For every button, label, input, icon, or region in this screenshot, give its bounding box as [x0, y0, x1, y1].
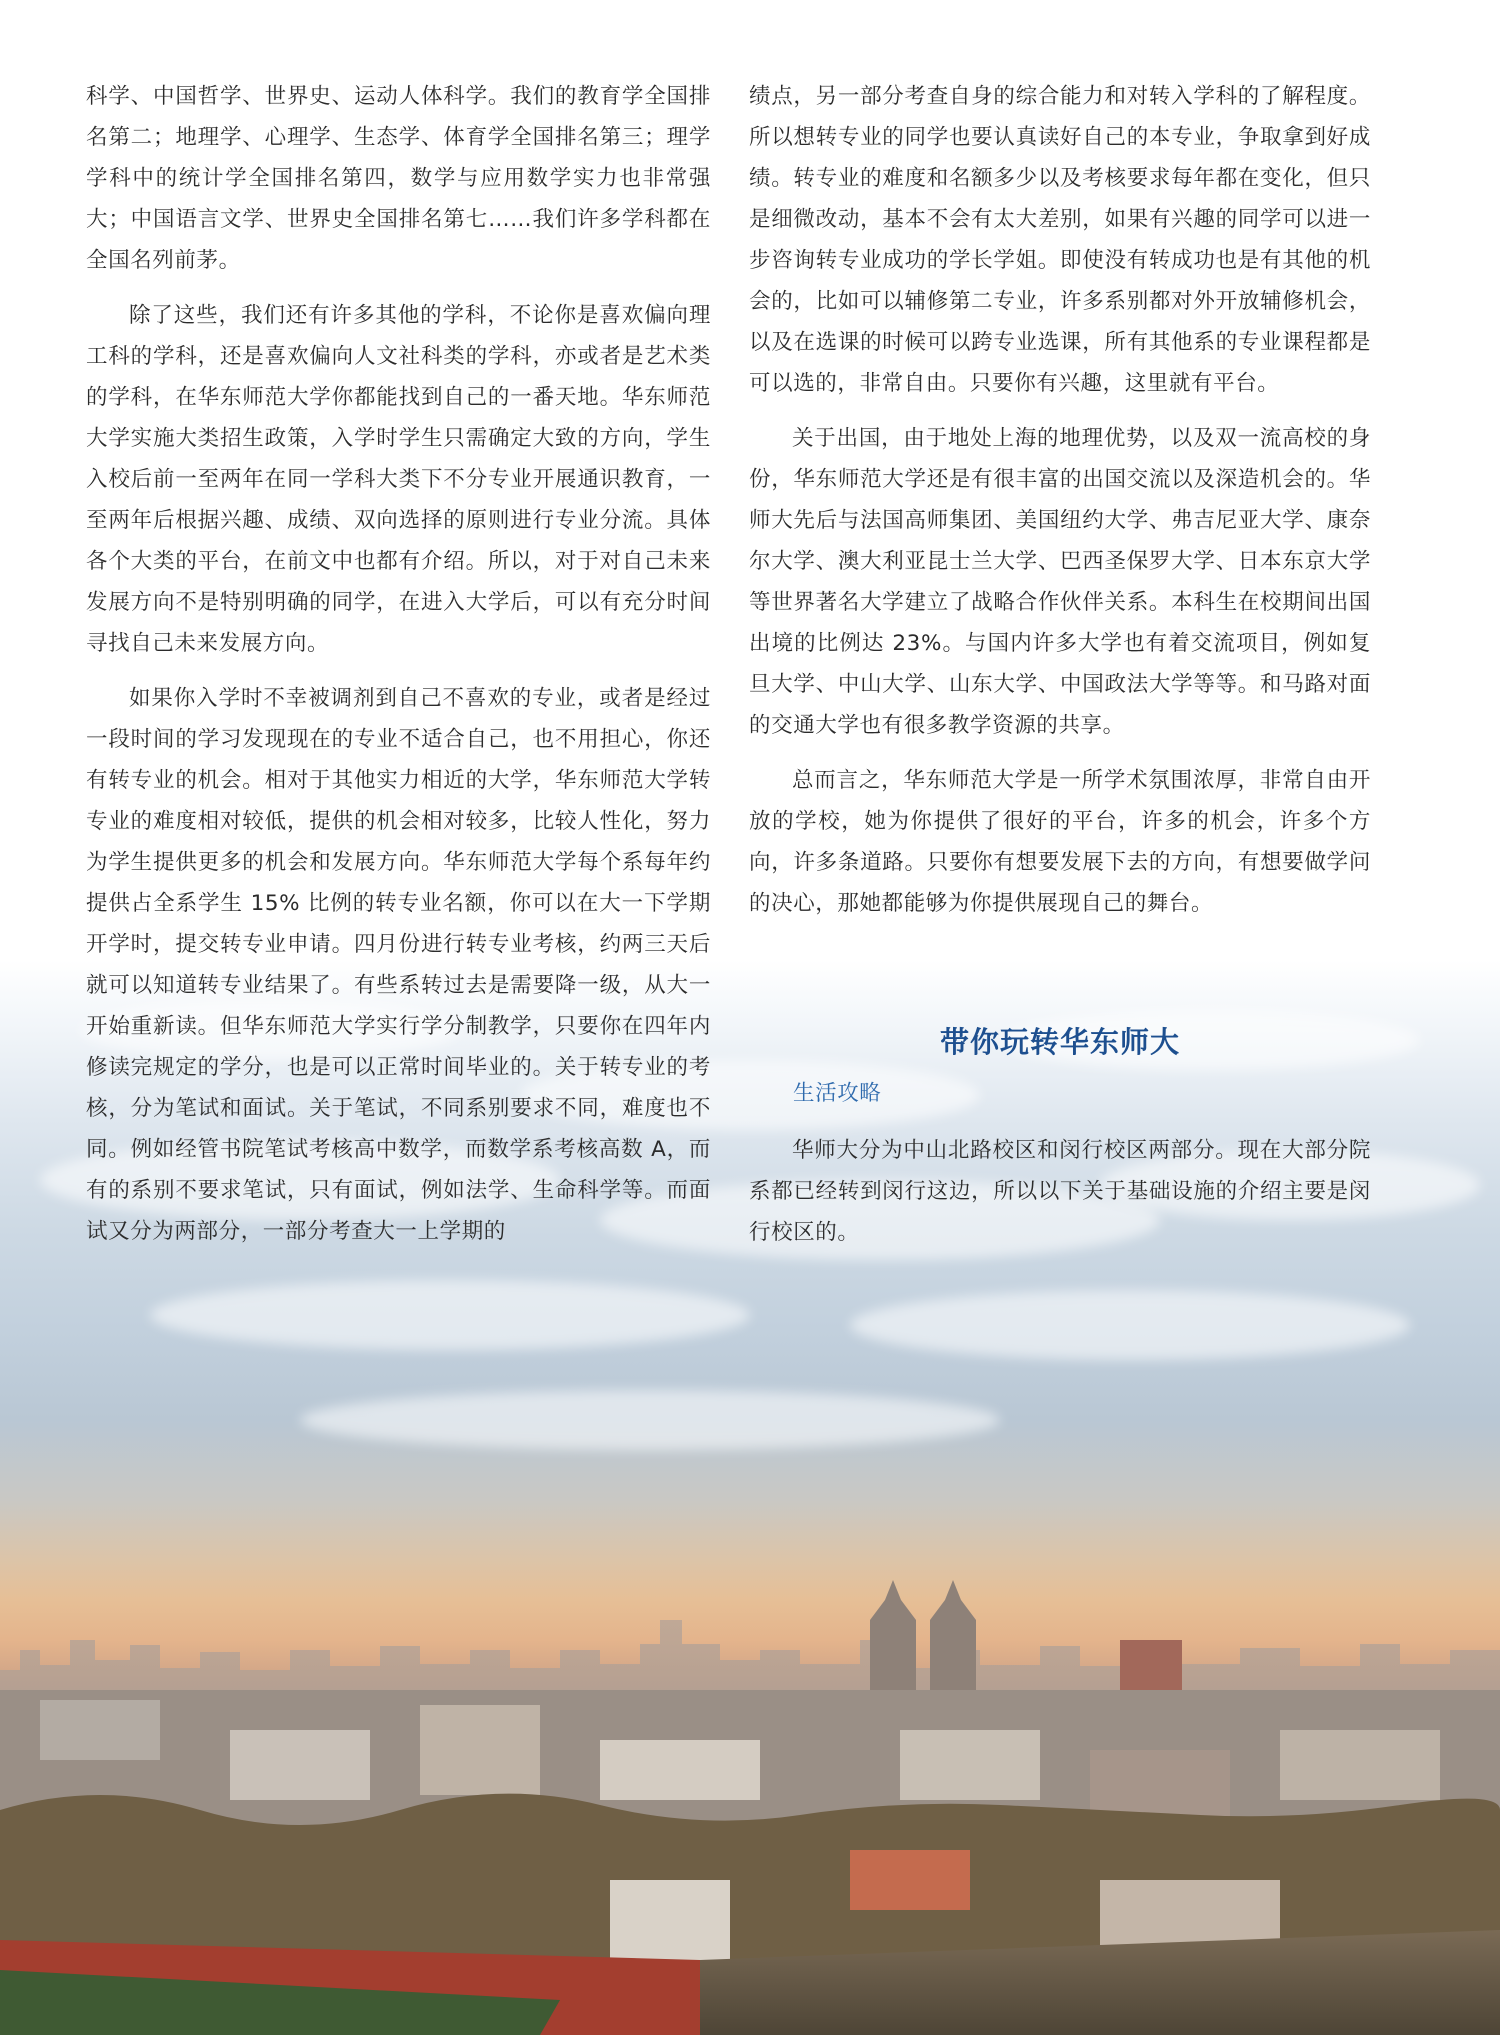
- section-heading: 带你玩转华东师大: [939, 1025, 1180, 1059]
- section-body-paragraph: 华师大分为中山北路校区和闵行校区两部分。现在大部分院系都已经转到闵行这边，所以以下关于基础设施的介绍主要是闵行校区的。: [749, 1138, 1371, 1245]
- right-text-column: [749, 76, 1371, 938]
- left-paragraph-1: 科学、中国哲学、世界史、运动人体科学。我们的教育学全国排名第二；地理学、心理学、生态学、体育学全国排名第三；理学学科中的统计学全国排名第四，数学与应用数学实力也非常强大；中国语言文学、世界史全国排名第七……我们许多学科都在全国名列前茅。: [86, 84, 711, 273]
- section-body: [749, 1130, 1371, 1253]
- left-text-column: [86, 76, 711, 1266]
- city-skyline: [0, 1580, 1500, 2035]
- left-paragraph-3: 如果你入学时不幸被调剂到自己不喜欢的专业，或者是经过一段时间的学习发现现在的专业不适合自己，也不用担心，你还有转专业的机会。相对于其他实力相近的大学，华东师范大学转专业的难度相对较低，提供的机会相对较多，比较人性化，努力为学生提供更多的机会和发展方向。华东师范大学每个系每年约提供占全系学生 15% 比例的转专业名额，你可以在大一下学期开学时，提交转专业申请。四月份进行转专业考核，约两三天后就可以知道转专业结果了。有些系转过去是需要降一级，从大一开始重新读。但华东师范大学实行学分制教学，只要你在四年内修读完规定的学分，也是可以正常时间毕业的。关于转专业的考核，分为笔试和面试。关于笔试，不同系别要求不同，难度也不同。例如经管书院笔试考核高中数学，而数学系考核高数 A，而有的系别不要求笔试，只有面试，例如法学、生命科学等。而面试又分为两部分，一部分考查大一上学期的: [86, 686, 711, 1244]
- right-paragraph-3: 总而言之，华东师范大学是一所学术氛围浓厚，非常自由开放的学校，她为你提供了很好的平台，许多的机会，许多个方向，许多条道路。只要你有想要发展下去的方向，有想要做学问的决心，那她都能够为你提供展现自己的舞台。: [749, 768, 1371, 916]
- right-paragraph-2: 关于出国，由于地处上海的地理优势，以及双一流高校的身份，华东师范大学还是有很丰富的出国交流以及深造机会的。华师大先后与法国高师集团、美国纽约大学、弗吉尼亚大学、康奈尔大学、澳大利亚昆士兰大学、巴西圣保罗大学、日本东京大学等世界著名大学建立了战略合作伙伴关系。本科生在校期间出国出境的比例达 23%。与国内许多大学也有着交流项目，例如复旦大学、中山大学、山东大学、中国政法大学等等。和马路对面的交通大学也有很多教学资源的共享。: [749, 426, 1371, 738]
- left-paragraph-2: 除了这些，我们还有许多其他的学科，不论你是喜欢偏向理工科的学科，还是喜欢偏向人文社科类的学科，亦或者是艺术类的学科，在华东师范大学你都能找到自己的一番天地。华东师范大学实施大类招生政策，入学时学生只需确定大致的方向，学生入校后前一至两年在同一学科大类下不分专业开展通识教育，一至两年后根据兴趣、成绩、双向选择的原则进行专业分流。具体各个大类的平台，在前文中也都有介绍。所以，对于对自己未来发展方向不是特别明确的同学，在进入大学后，可以有充分时间寻找自己未来发展方向。: [86, 303, 711, 656]
- right-paragraph-1: 绩点，另一部分考查自身的综合能力和对转入学科的了解程度。所以想转专业的同学也要认真读好自己的本专业，争取拿到好成绩。转专业的难度和名额多少以及考核要求每年都在变化，但只是细微改动，基本不会有太大差别，如果有兴趣的同学可以进一步咨询转专业成功的学长学姐。即使没有转成功也是有其他的机会的，比如可以辅修第二专业，许多系别都对外开放辅修机会，以及在选课的时候可以跨专业选课，所有其他系的专业课程都是可以选的，非常自由。只要你有兴趣，这里就有平台。: [749, 84, 1371, 396]
- section-subheading: 生活攻略: [793, 1081, 882, 1106]
